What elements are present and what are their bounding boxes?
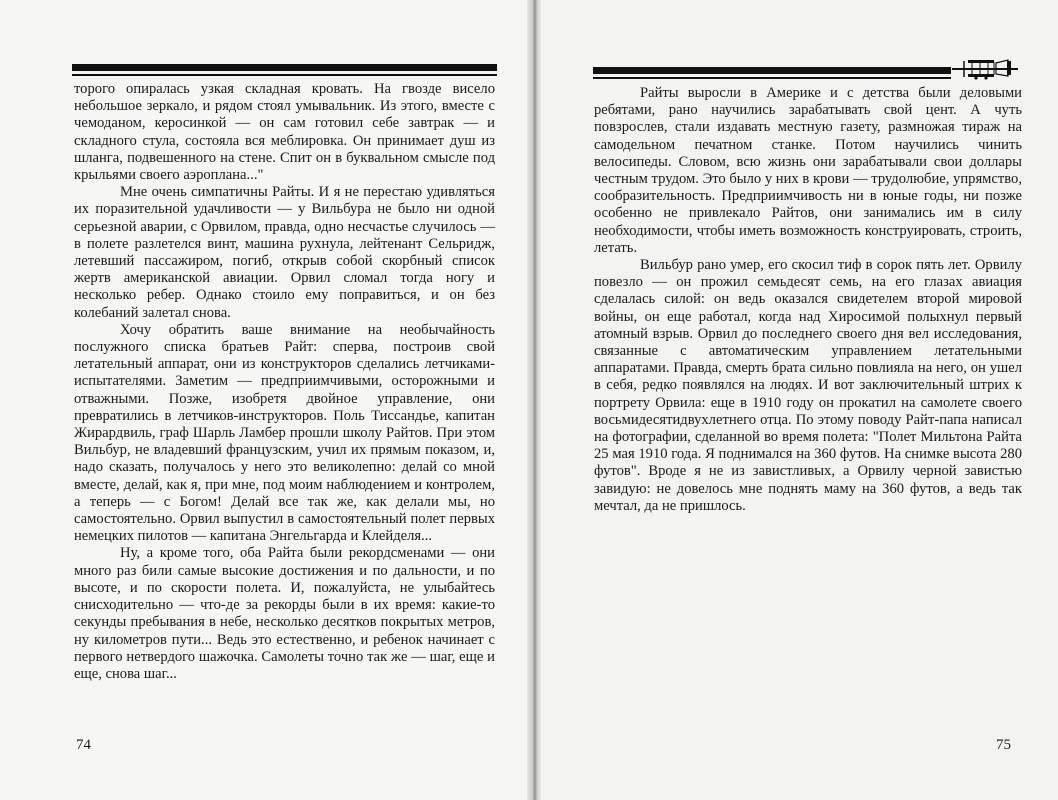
page-number-right: 75 <box>996 737 1011 753</box>
paragraph: торого опиралась узкая складная кровать. На гвозде висело небольшое зеркало, и рядом стоял умывальник. Из этого, вместе с чемоданом, керосинкой — он сам готовил себе завтрак — и складного стула, состояла вся меблировка. Он принимает душ из шланга, подвешенного на стене. Спит он в буквальном смысле под крыльями своего аэроплана..." <box>74 81 495 184</box>
left-page-text <box>74 81 495 683</box>
paragraph: Ну, а кроме того, оба Райта были рекордсменами — они много раз били самые высокие достижения и по дальности, и по высоте, и по скорости полета. И, пожалуйста, не улыбайтесь снисходительно — что-де за рекорды были в их время: какие-то секунды пребывания в небе, несколько десятков покрытых метров, ну километров пути... Ведь это естественно, и ребенок начинает с первого нетвердого шажочка. Самолеты точно так же — шаг, еще и еще, снова шаг... <box>74 545 495 682</box>
right-page-text <box>594 85 1022 515</box>
paragraph: Вильбур рано умер, его скосил тиф в сорок пять лет. Орвилу повезло — он прожил семьдесят семь, на его глазах авиация сделалась силой: он ведь оказался свидетелем второй мировой войны, он еще работал, когда над Хиросимой полыхнул первый атомный взрыв. Орвил до последнего своего дня вел исследования, связанные с автоматическим управлением летательными аппаратами. Правда, смерть брата сильно повлияла на него, он ушел в себя, редко появлялся на людях. И вот заключительный штрих к портрету Орвила: еще в 1910 году он прокатил на самолете своего восьмидесятидвухлетнего отца. По этому поводу Райт-папа написал на фотографии, сделанной во время полета: "Полет Мильтона Райта 25 мая 1910 года. Я поднимался на 360 футов. На снимке высота 280 футов". Вроде я не из завистливых, а Орвилу черной завистью завидую: не довелось мне поднять маму на 360 футов, а ведь так мечтал, да не пришлось. <box>594 257 1022 514</box>
page-number-left: 74 <box>76 737 91 753</box>
book-spine <box>527 0 541 800</box>
paragraph: Мне очень симпатичны Райты. И я не перестаю удивляться их поразительной удачливости — у Вильбура не было ни одной серьезной аварии, с Орвилом, правда, одно несчастье случилось — в полете разлетелся винт, машина рухнула, лейтенант Сельридж, летевший пассажиром, погиб, открыв собой скорбный список жертв американской авиации. Орвил сломал тогда ногу и несколько ребер. Однако стоило ему поправиться, и он без колебаний залетал снова. <box>74 184 495 321</box>
paragraph: Хочу обратить ваше внимание на необычайность послужного списка братьев Райт: сперва, построив свой летательный аппарат, они из конструкторов сделались летчиками-испытателями. Заметим — предприимчивыми, осторожными и отважными. Позже, изобретя двойное управление, они превратились в летчиков-инструкторов. Поль Тиссандье, капитан Жирардвиль, граф Шарль Ламбер прошли школу Райтов. При этом Вильбур, не владевший французским, учил их прямым показом, и, надо сказать, получалось у него это великолепно: делай со мной вместе, делай, как я, при мне, под моим наблюдением и контролем, а теперь — с Богом! Делай все так же, как делали мы, но самостоятельно. Орвил выпустил в самостоятельный полет первых немецких пилотов — капитана Энгельгарда и Клейделя... <box>74 321 495 545</box>
header-rule-left <box>72 64 497 76</box>
paragraph: Райты выросли в Америке и с детства были деловыми ребятами, рано научились зарабатывать свой цент. А чуть повзрослев, стали издавать местную газету, размножая тираж на самодельном печатном станке. Потом научились чинить велосипеды. Словом, всю жизнь они зарабатывали свои доллары честным трудом. Это было у них в крови — трудолюбие, упрямство, сообразительность. Предприимчивость ни в юные годы, ни позже особенно не привлекало Райтов, они занимались им в силу необходимости, чтобы иметь возможность конструировать, строить, летать. <box>594 85 1022 256</box>
header-rule-right <box>593 67 951 79</box>
biplane-icon <box>950 56 1022 80</box>
